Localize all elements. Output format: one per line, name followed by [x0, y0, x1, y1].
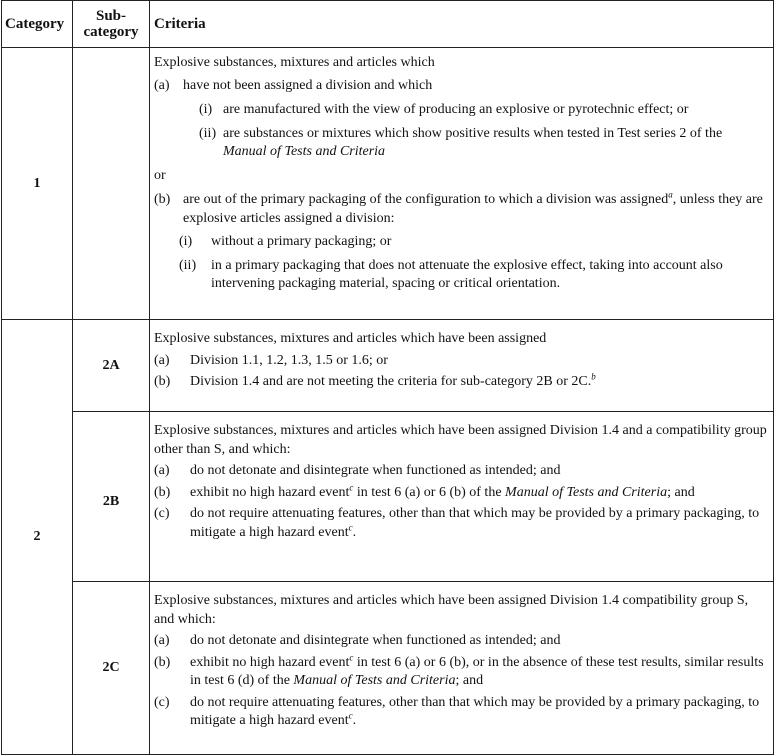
cat1-intro: Explosive substances, mixtures and articles which	[154, 55, 435, 70]
header-category: Category	[2, 1, 73, 48]
header-row	[2, 1, 774, 48]
cat1-item-b-ii: (ii) in a primary packaging that does not attenuate the explosive effect, taking into account also intervening packaging material, spacing or critical orientation.	[179, 257, 723, 291]
category-1-subcategory-empty	[73, 48, 150, 320]
header-criteria: Criteria	[150, 1, 774, 48]
sub2a-item-a: (a) Division 1.1, 1.2, 1.3, 1.5 or 1.6; or	[154, 352, 388, 368]
cat1-item-b: (b) are out of the primary packaging of the configuration to which a division was assigned$^a$, unless they are explosive articles assigned a division:	[154, 189, 763, 226]
subcategory-2c-row	[2, 582, 774, 755]
category-2-number: 2	[2, 320, 73, 755]
sub2c-item-c: (c) do not require attenuating features, other than that which may be provided by a primary packaging, to mitigate a high hazard event$^c$.	[154, 694, 760, 728]
cat1-item-a-ii: (ii) are substances or mixtures which show positive results when tested in Test series 2 of the Manual of Tests and Criteria	[199, 125, 723, 159]
sub2b-item-a: (a) do not detonate and disintegrate when functioned as intended; and	[154, 463, 561, 478]
sub2b-item-c: (c) do not require attenuating features, other than that which may be provided by a primary packaging, to mitigate a high hazard event$^c$.	[154, 506, 760, 540]
sub2c-item-a: (a) do not detonate and disintegrate when functioned as intended; and	[154, 633, 561, 648]
subcategory-2a-label: 2A	[73, 320, 150, 412]
subcategory-2a-row	[2, 320, 774, 412]
sub2c-item-b: (b) exhibit no high hazard event$^c$ in test 6 (a) or 6 (b), or in the absence of these test results, similar results in test 6 (d) of the Manual of Tests and Criteria; and	[154, 651, 764, 688]
category-1-row	[2, 48, 774, 320]
subcategory-2b-label: 2B	[73, 412, 150, 582]
criteria-table	[1, 0, 774, 755]
subcategory-2b-row	[2, 412, 774, 582]
sub2a-intro: Explosive substances, mixtures and articles which have been assigned	[154, 331, 547, 346]
cat1-item-a-i: (i) are manufactured with the view of producing an explosive or pyrotechnic effect; or	[199, 102, 689, 117]
subcategory-2c-label: 2C	[73, 582, 150, 755]
subcategory-2b-criteria	[150, 412, 774, 582]
sub2b-item-b: (b) exhibit no high hazard event$^c$ in test 6 (a) or 6 (b) of the Manual of Tests and Criteria; and	[154, 481, 695, 500]
cat1-item-a: (a) have not been assigned a division and which	[154, 77, 433, 93]
sub2b-intro: Explosive substances, mixtures and articles which have been assigned Division 1.4 and a compatibility group other than S, and which:	[154, 423, 767, 457]
cat1-or: or	[154, 167, 166, 183]
category-1-criteria	[150, 48, 774, 320]
sub2a-item-b: (b) Division 1.4 and are not meeting the criteria for sub-category 2B or 2C.$^b$	[154, 371, 596, 389]
subcategory-2c-criteria	[150, 582, 774, 755]
category-1-number: 1	[2, 48, 73, 320]
header-subcategory: Sub-category	[73, 1, 150, 48]
cat1-item-b-i: (i) without a primary packaging; or	[179, 234, 392, 249]
subcategory-2a-criteria	[150, 320, 774, 412]
sub2c-intro: Explosive substances, mixtures and articles which have been assigned Division 1.4 compatibility group S, and which:	[154, 593, 749, 627]
